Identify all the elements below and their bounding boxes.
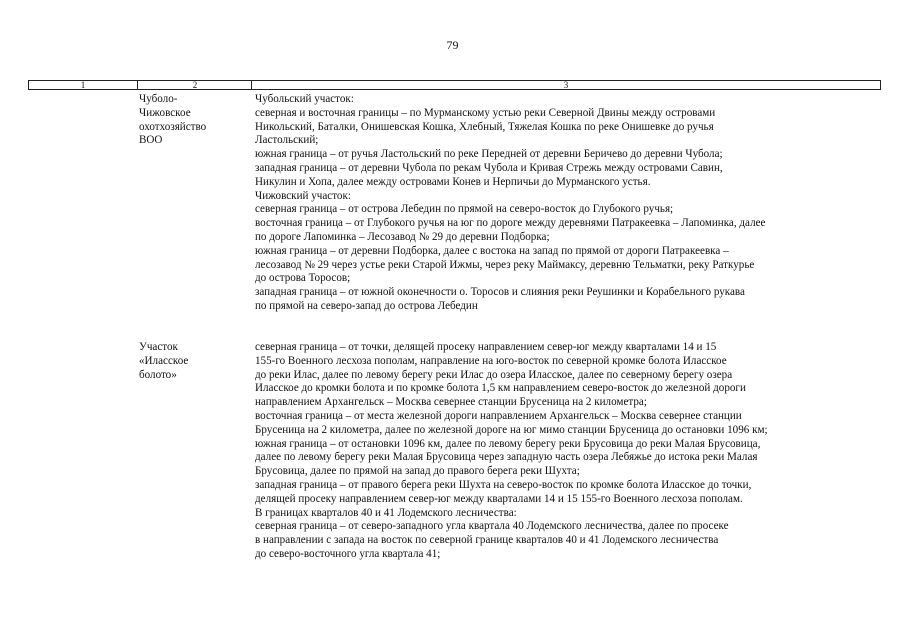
boundary-description — [255, 341, 875, 562]
description-line: Никулин и Хопа, далее между островами Конев и Нерпичьи до Мурманского устья. — [255, 175, 651, 188]
hunting-ground-name: Участок «Иласское болото» — [139, 341, 189, 381]
description-line: западная граница – от южной оконечности о. Торосов и слияния реки Реушинки и Корабельного рукава — [255, 286, 745, 299]
description-line: северная граница – от точки, делящей просеку направлением север-юг между кварталами 14 и 15 — [255, 341, 717, 353]
description-line: направлением Архангельск – Москва севернее станции Брусеница на 2 километра; — [255, 396, 647, 409]
boundary-description — [255, 93, 875, 314]
page-number: 79 — [446, 38, 459, 52]
description-line: делящей просеку направлением север-юг между кварталами 14 и 15 155-го Военного лесхоза пополам. — [255, 492, 743, 505]
description-line: южная граница – от остановки 1096 км, далее по левому берегу реки Брусовица до реки Малая Брусовица, — [255, 437, 761, 450]
description-line: Чижовский участок: — [255, 189, 351, 202]
description-line: северная граница – от северо-западного угла квартала 40 Лодемского лесничества, далее по просеке — [255, 520, 729, 533]
description-line: Иласское до кромки болота и по кромке болота 1,5 км направлением северо-восток до железной дороги — [255, 382, 746, 395]
description-line: далее по левому берегу реки Малая Брусовица через западную часть озера Лебяжье до истока реки Малая — [255, 451, 758, 464]
description-line: Брусеница на 2 километра, далее по железной дороге на юг мимо станции Брусеница до остановки 1096 км; — [255, 423, 768, 436]
description-line: восточная граница – от места железной дороги направлением Архангельск – Москва севернее станции — [255, 409, 742, 422]
description-line: Брусовица, далее по прямой на запад до правого берега реки Шухта; — [255, 465, 580, 478]
description-line: южная граница – от ручья Ластольский по реке Передней от деревни Беричево до деревни Чубола; — [255, 148, 723, 161]
column-number-2: 2 — [137, 81, 252, 89]
description-line: южная граница – от деревни Подборка, далее с востока на запад по прямой от дороги Патракеевка – — [255, 244, 729, 257]
description-line: Никольский, Баталки, Онишевская Кошка, Хлебный, Тяжелая Кошка по реке Онишевке до ручья — [255, 120, 714, 133]
description-line: северная граница – от острова Лебедин по прямой на северо-восток до Глубокого ручья; — [255, 203, 674, 216]
description-line: Чубольский участок: — [255, 93, 354, 105]
column-number-1: 1 — [80, 80, 86, 90]
description-line: Ластольский; — [255, 134, 319, 147]
description-line: В границах кварталов 40 и 41 Лодемского лесничества: — [255, 506, 517, 519]
column-number-3: 3 — [251, 81, 880, 89]
description-line: западная граница – от правого берега реки Шухта на северо-восток по кромке болота Иласское до точки, — [255, 478, 752, 491]
table-header-row — [28, 80, 881, 90]
description-line: 155-го Военного лесхоза пополам, направление на юго-восток по северной кромке болота Иласское — [255, 354, 727, 367]
hunting-ground-name: Чуболо- Чижовское охотхозяйство ВОО — [139, 93, 207, 147]
description-line: по прямой на северо-запад до острова Лебедин — [255, 299, 478, 312]
description-line: до северо-восточного угла квартала 41; — [255, 547, 441, 560]
description-line: лесозавод № 29 через устье реки Старой Ижмы, через реку Маймаксу, деревню Тельматки, реку Раткурье — [255, 258, 755, 271]
description-line: восточная граница – от Глубокого ручья на юг по дороге между деревнями Патракеевка – Лапоминка, далее — [255, 217, 766, 230]
description-line: в направлении с запада на восток по северной границе кварталов 40 и 41 Лодемского лесничества — [255, 534, 719, 547]
description-line: северная и восточная границы – по Мурманскому устью реки Северной Двины между островами — [255, 106, 716, 119]
description-line: по дороге Лапоминка – Лесозавод № 29 до деревни Подборка; — [255, 230, 550, 243]
description-line: до острова Торосов; — [255, 272, 351, 285]
description-line: западная граница – от деревни Чубола по рекам Чубола и Кривая Стрежь между островами Савин, — [255, 161, 723, 174]
description-line: до реки Илас, далее по левому берегу реки Илас до озера Иласское, далее по северному берегу озера — [255, 368, 733, 381]
